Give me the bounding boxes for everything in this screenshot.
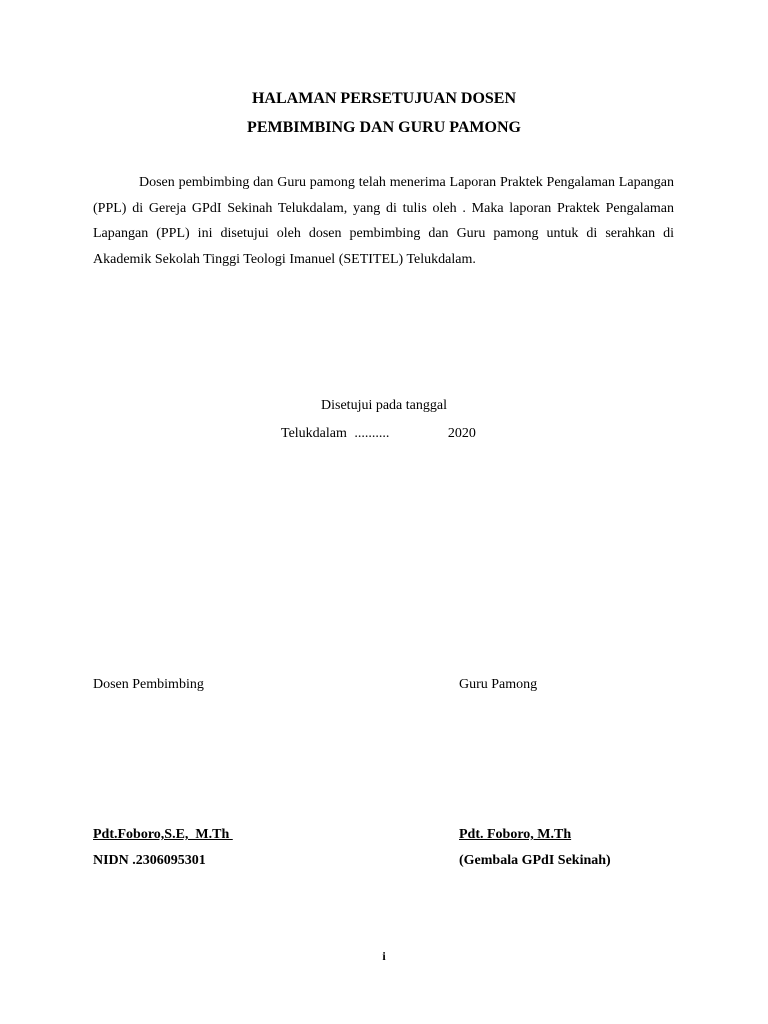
signatory-name-right: Pdt. Foboro, M.Th	[459, 827, 572, 842]
approval-date-line	[281, 424, 476, 444]
signatory-name-left: Pdt.Foboro,S.E, M.Th	[93, 827, 233, 842]
approval-place: Telukdalam	[281, 426, 347, 441]
page-number: i	[382, 949, 386, 963]
page-title: HALAMAN PERSETUJUAN DOSEN	[251, 90, 517, 107]
role-dosen-pembimbing: Dosen Pembimbing	[93, 677, 204, 692]
signatory-title-right: (Gembala GPdI Sekinah)	[459, 853, 611, 868]
page-subtitle: PEMBIMBING DAN GURU PAMONG	[247, 119, 521, 136]
signatory-nidn-left: NIDN .2306095301	[93, 853, 206, 868]
approval-date-placeholder: ..........	[354, 426, 390, 441]
approval-year: 2020	[447, 426, 476, 441]
approval-label: Disetujui pada tanggal	[321, 398, 447, 413]
approval-paragraph: Dosen pembimbing dan Guru pamong telah menerima Laporan Praktek Pengalaman Lapangan (PPL) di Gereja GPdI Sekinah Telukdalam, yang di tulis oleh . Maka laporan Praktek Pengalaman Lapangan (PPL) ini disetujui oleh dosen pembimbing dan Guru pamong untuk di serahkan di Akademik Sekolah Tinggi Teologi Imanuel (SETITEL) Telukdalam.	[93, 175, 674, 267]
role-guru-pamong: Guru Pamong	[459, 677, 538, 692]
